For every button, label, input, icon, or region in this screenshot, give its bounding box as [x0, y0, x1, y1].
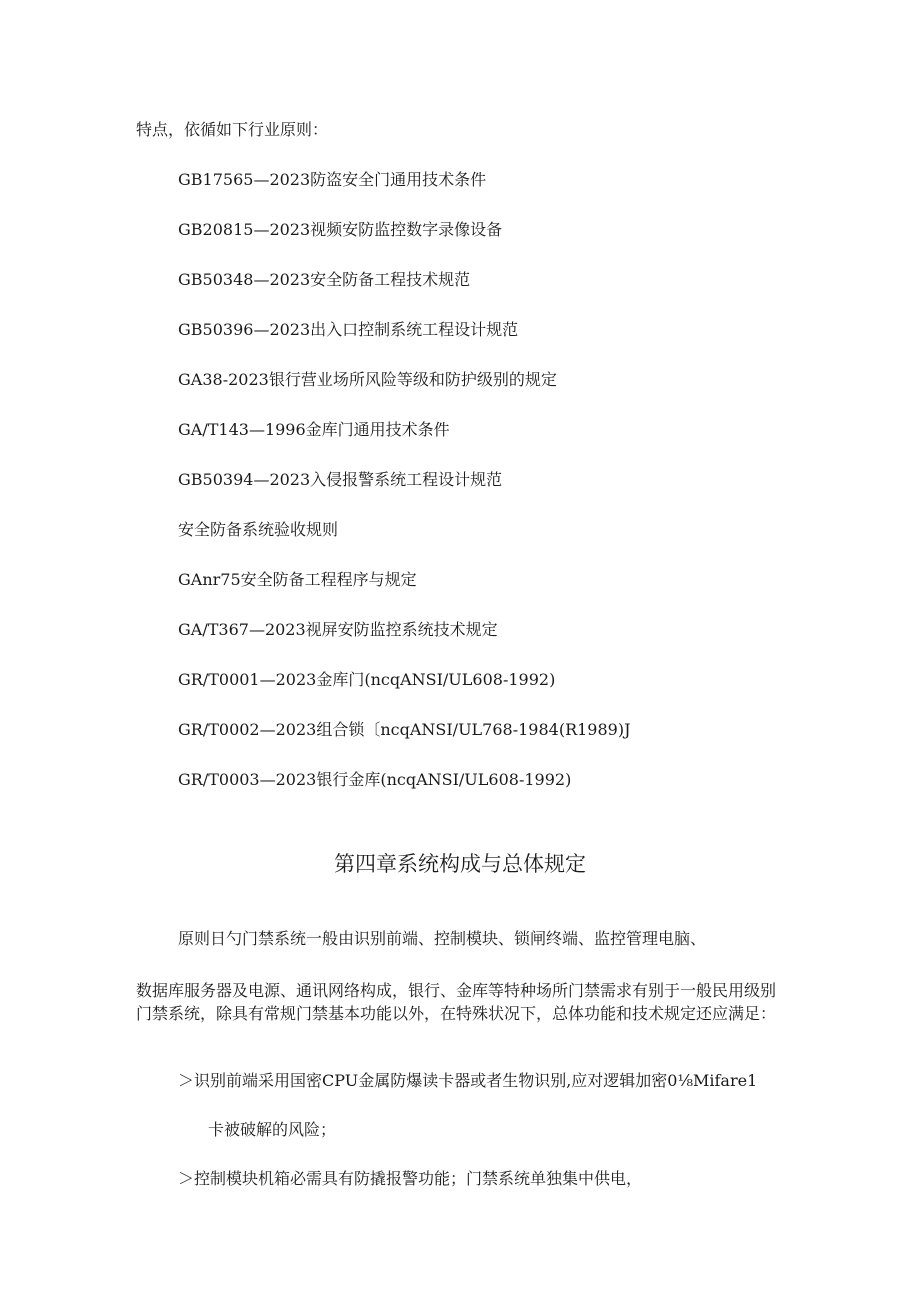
standard-item: GA38-2023银行营业场所风险等级和防护级别的规定 [178, 370, 557, 389]
standard-item: GB17565—2023防盗安全门通用技术条件 [178, 170, 487, 189]
standard-item: GB50348—2023安全防备工程技术规范 [178, 270, 471, 289]
bullet-item: ＞控制模块机箱必需具有防撬报警功能；门禁系统单独集中供电， [178, 1169, 643, 1188]
standard-item: GB20815—2023视频安防监控数字录像设备 [178, 220, 503, 239]
bullet-item-continuation: 卡被破解的风险； [208, 1120, 337, 1139]
standard-item: GB50396—2023出入口控制系统工程设计规范 [178, 320, 519, 339]
standard-item: GR/T0002—2023组合锁〔ncqANSI/UL768-1984(R1989)J [178, 720, 631, 739]
standard-item: GR/T0001—2023金库门(ncqANSI/UL608-1992) [178, 670, 556, 689]
standard-item: 安全防备系统验收规则 [178, 520, 339, 539]
paragraph-body: 数据库服务器及电源、通讯网络构成，银行、金库等特种场所门禁需求有别于一般民用级别门禁系统，除具有常规门禁基本功能以外，在特殊状况下，总体功能和技术规定还应满足： [136, 981, 777, 1023]
standard-item: GB50394—2023入侵报警系统工程设计规范 [178, 470, 503, 489]
standard-item: GR/T0003—2023银行金库(ncqANSI/UL608-1992) [178, 770, 572, 789]
bullet-item: ＞识别前端采用国密CPU金属防爆读卡器或者生物识别,应对逻辑加密0⅛Mifare1 [178, 1071, 758, 1090]
intro-line: 特点，依循如下行业原则： [136, 120, 329, 139]
standard-item: GAnr75安全防备工程程序与规定 [178, 570, 417, 589]
standard-item: GA/T143—1996金库门通用技术条件 [178, 420, 450, 439]
standard-item: GA/T367—2023视屏安防监控系统技术规定 [178, 620, 498, 639]
chapter-title: 第四章系统构成与总体规定 [334, 852, 586, 876]
paragraph-first-line: 原则日勺门禁系统一般由识别前端、控制模块、锁闸终端、监控管理电脑、 [178, 929, 707, 948]
